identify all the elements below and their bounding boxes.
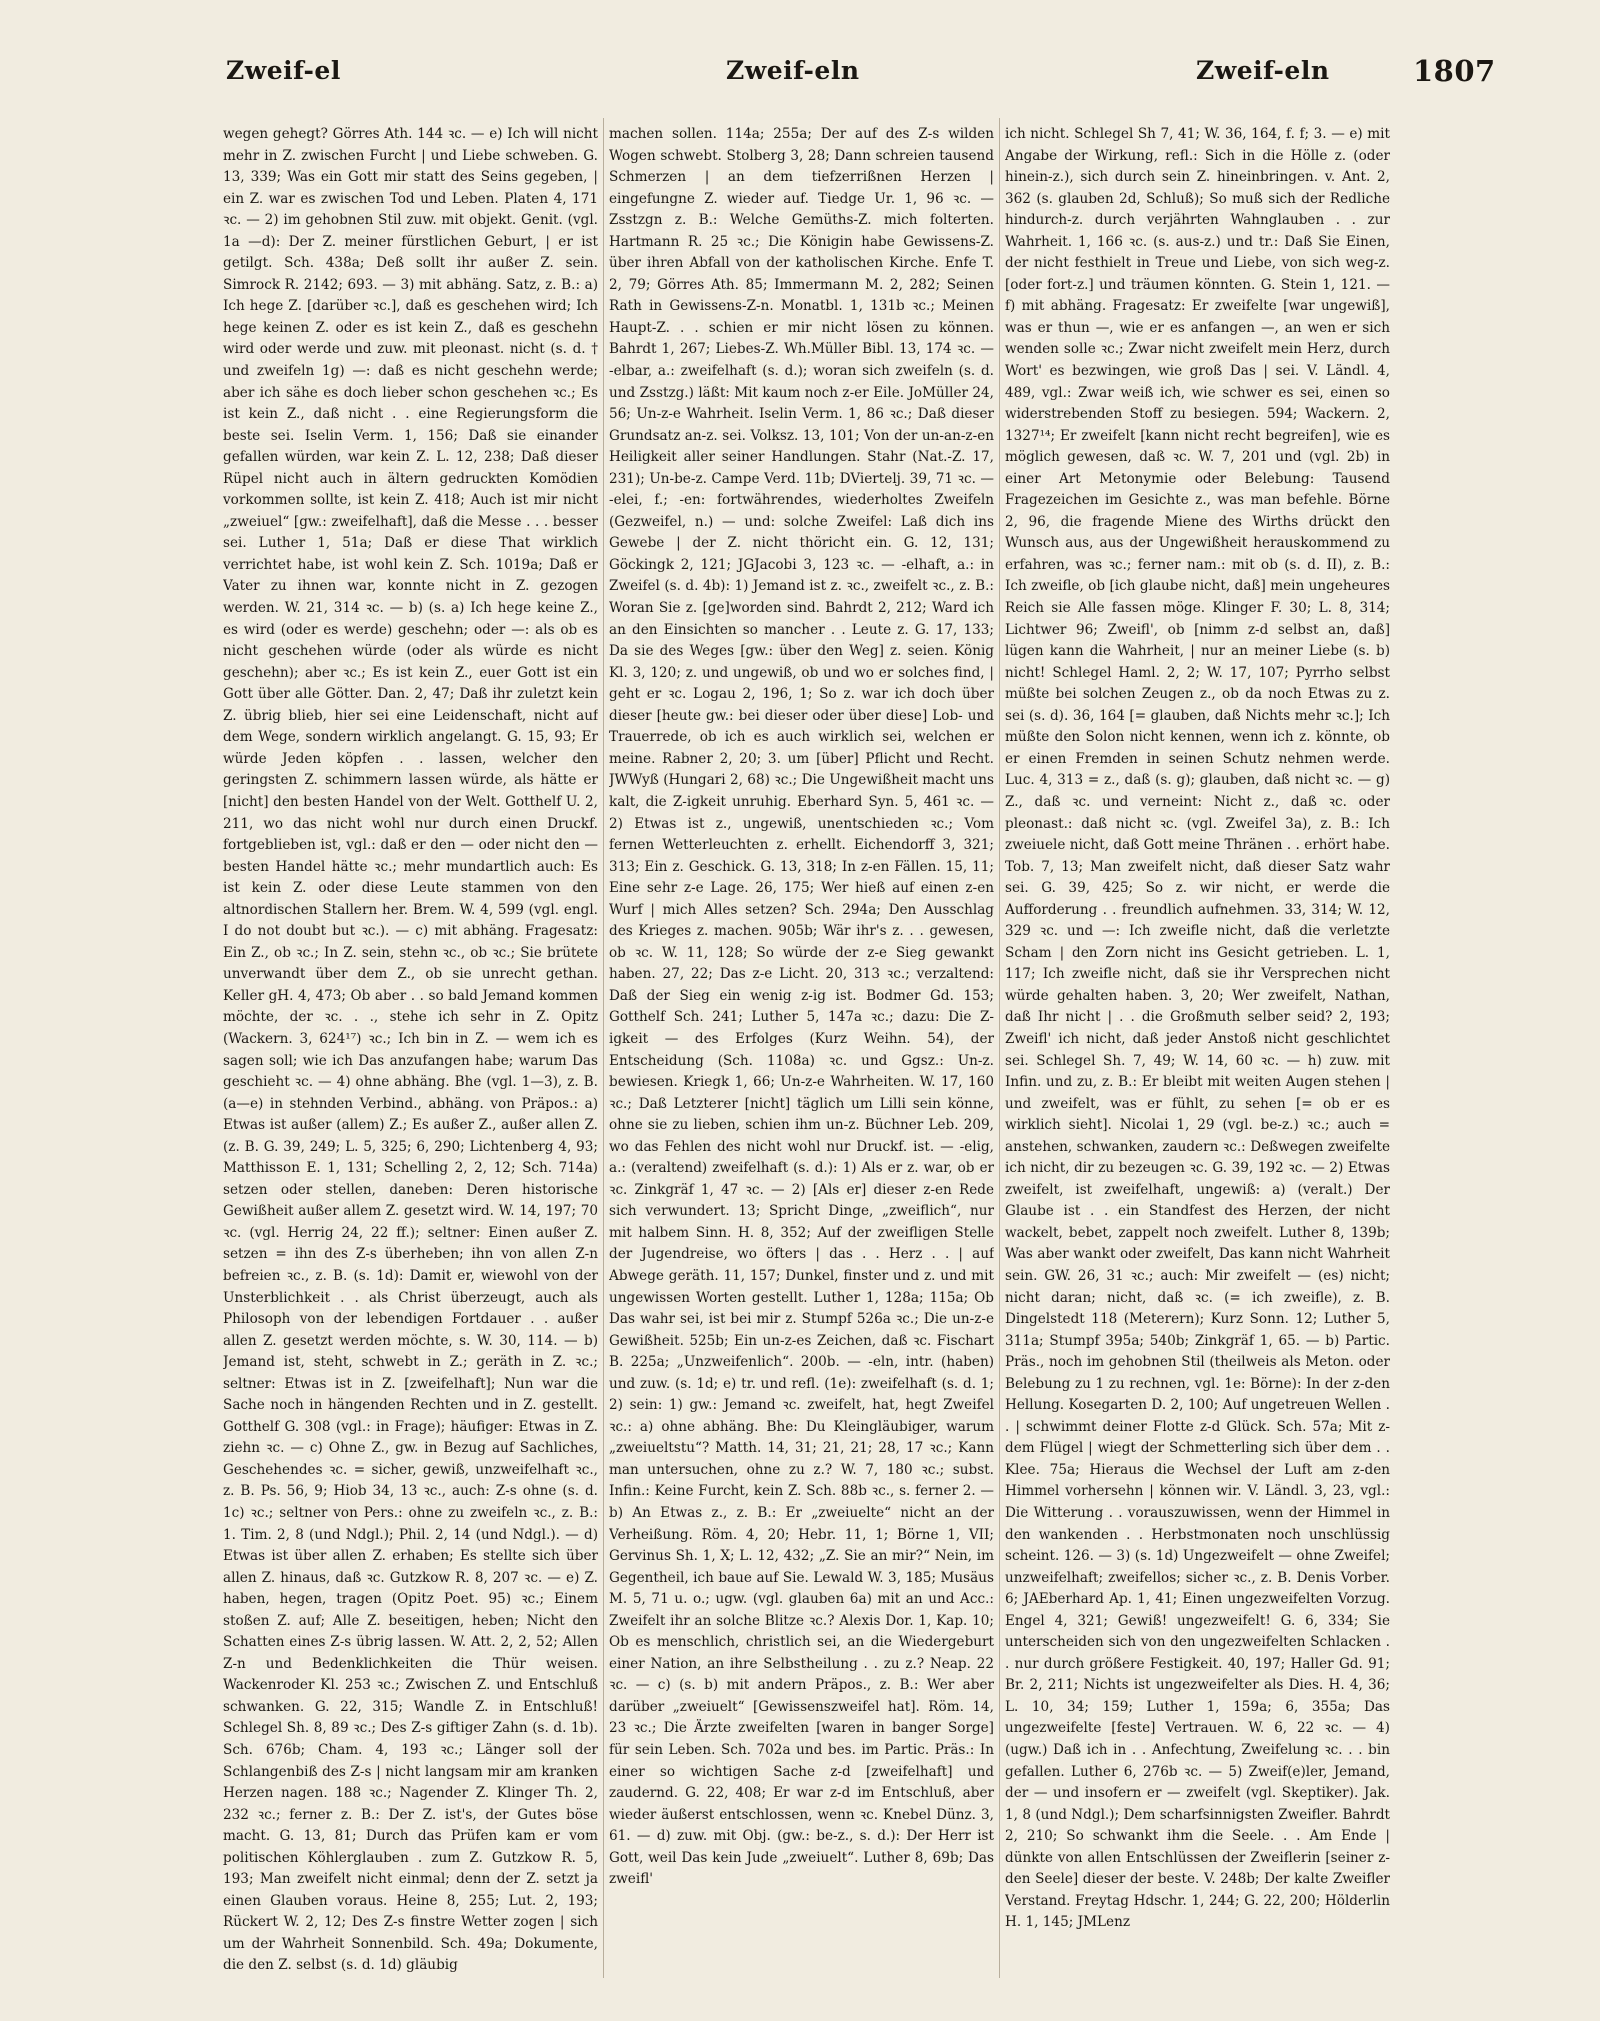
page-number: 1807 [1413, 54, 1496, 88]
column-paragraph: ich nicht. Schlegel Sh 7, 41; W. 36, 164, f. f; 3. — e) mit Angabe der Wirkung, refl.: Sich in die Hölle z. (oder hinein-z.), sich durch sein Z. hineinbringen. v. Ant. 2, 362 (s. glauben 2d, Schluß); So muß sich der Redliche hindurch-z. durch verjährten Wahnglauben . . zur Wahrheit. 1, 166 ꝛc. (s. aus-z.) und tr.: Daß Sie Einen, der nicht festhielt in Treue und Liebe, von sich weg-z. [oder fort-z.] und träumen könnten. G. Stein 1, 121. — f) mit abhäng. Fragesatz: Er zweifelte [war ungewiß], was er thun —, wie er es anfangen —, an wen er sich wenden solle ꝛc.; Zwar nicht zweifelt mein Herz, durch Wort' es bezwingen, wie groß Das | sei. V. Ländl. 4, 489, vgl.: Zwar weiß ich, wie schwer es sei, einen so widerstrebenden Stoff zu besiegen. 594; Wackern. 2, 1327¹⁴; Er zweifelt [kann nicht recht begreifen], wie es möglich gewesen, daß ꝛc. W. 7, 201 und (vgl. 2b) in einer Art Metonymie oder Belebung: Tausend Fragezeichen im Gesichte z., was man befehle. Börne 2, 96, die fragende Miene des Wirths drückt den Wunsch aus, aus der Ungewißheit herauskommend zu erfahren, was ꝛc.; ferner nam.: mit ob (s. d. II), z. B.: Ich zweifle, ob [ich glaube nicht, daß] mein ungeheures Reich sie Alle fassen möge. Klinger F. 30; L. 8, 314; Lichtwer 96; Zweifl', ob [nimm z-d selbst an, daß] lügen kann die Wahrheit, | nur an meiner Liebe (s. b) nicht! Schlegel Haml. 2, 2; W. 17, 107; Pyrrho selbst müßte bei solchen Zeugen z., ob da noch Etwas zu z. sei (s. d). 36, 164 [= glauben, daß Nichts mehr ꝛc.]; Ich müßte den Solon nicht kennen, wenn ich z. könnte, ob er einen Fremden in seinen Schutz nehmen werde. Luc. 4, 313 = z., daß (s. g); glauben, daß nicht ꝛc. — g) Z., daß ꝛc. und verneint: Nicht z., daß ꝛc. oder pleonast.: daß nicht ꝛc. (vgl. Zweifel 3a), z. B.: Ich zweiuele nicht, daß Gott meine Thränen . . erhört habe. Tob. 7, 13; Man zweifelt nicht, daß dieser Satz wahr sei. G. 39, 425; So z. wir nicht, er werde die Aufforderung . . freundlich aufnehmen. 33, 314; W. 12, 329 ꝛc. und —: Ich zweifle nicht, daß die verletzte Scham | den Zorn nicht ins Gesicht getrieben. L. 1, 117; Ich zweifle nicht, daß sie ihr Versprechen nicht würde gehalten haben. 3, 20; Wer zweifelt, Nathan, daß Ihr nicht | . . die Großmuth selber seid? 2, 193; Zweifl' ich nicht, daß jeder Anstoß nicht geschlichtet sei. Schlegel Sh. 7, 49; W. 14, 60 ꝛc. — h) zuw. mit Infin. und zu, z. B.: Er bleibt mit weiten Augen stehen | und zweifelt, was er fühlt, zu sehen [= ob er es wirklich sieht]. Nicolai 1, 29 (vgl. be-z.) ꝛc.; auch = anstehen, schwanken, zaudern ꝛc.: Deßwegen zweifelte ich nicht, dir zu bezeugen ꝛc. G. 39, 192 ꝛc. — 2) Etwas zweifelt, ist zweifelhaft, ungewiß: a) (veralt.) Der Glaube ist . . ein Standfest des Herzen, der nicht wackelt, bebet, zappelt noch zweifelt. Luther 8, 139b; Was aber wankt oder zweifelt, Das kann nicht Wahrheit sein. GW. 26, 31 ꝛc.; auch: Mir zweifelt — (es) nicht; nicht daran; nicht, daß ꝛc. (= ich zweifle), z. B. Dingelstedt 118 (Meterern); Kurz Sonn. 12; Luther 5, 311a; Stumpf 395a; 540b; Zinkgräf 1, 65. — b) Partic. Präs., noch im gehobnen Stil (theilweis als Meton. oder Belebung zu 1 zu rechnen, vgl. 1e: Börne): In der z-den Hellung. Kosegarten D. 2, 100; Auf ungetreuen Wellen . . | schwimmt deiner Flotte z-d Glück. Sch. 57a; Mit z-dem Flügel | wiegt der Schmetterling sich über dem . . Klee. 75a; Hieraus die Wechsel der Luft am z-den Himmel vorhersehn | können wir. V. Ländl. 3, 23, vgl.: Die Witterung . . vorauszuwissen, wenn der Himmel in den wankenden . . Herbstmonaten noch unschlüssig scheint. 126. — 3) (s. 1d) Ungezweifelt — ohne Zweifel; unzweifelhaft; zweifellos; sicher ꝛc., z. B. Denis Vorber. 6; JAEberhard Ap. 1, 41; Einen ungezweifelten Vorzug. Engel 4, 321; Gewiß! ungezweifelt! G. 6, 334; Sie unterscheiden sich von den ungezweifelten Schlacken . . nur durch größere Festigkeit. 40, 197; Haller Gd. 91; Br. 2, 211; Nichts ist ungezweifelter als Dies. H. 4, 36; L. 10, 34; 159; Luther 1, 159a; 6, 355a; Das ungezweifelte [feste] Vertrauen. W. 6, 22 ꝛc. — 4) (ugw.) Daß ich in . . Anfechtung, Zweifelung ꝛc. . . bin gefallen. Luther 6, 276b ꝛc. — 5) Zweif(e)ler, Jemand, der — und insofern er — zweifelt (vgl. Skeptiker). Jak. 1, 8 (und Ndgl.); Dem scharfsinnigsten Zweifler. Bahrdt 2, 210; So schwankt ihm die Seele. . . Am Ende | dünkte von allen Entschlüssen der Zweiflerin [seiner z-den Seele] dieser der beste. V. 248b; Der kalte Zweifler Verstand. Freytag Hdschr. 1, 244; G. 22, 200; Hölderlin H. 1, 145; JMLenz [1005, 126, 1390, 1931]
page-header [0, 56, 1600, 100]
column-paragraph: machen sollen. 114a; 255a; Der auf des Z-s wilden Wogen schwebt. Stolberg 3, 28; Dann schreien tausend Schmerzen | an dem tiefzerrißnen Herzen | eingefungne Z. wieder auf. Tiedge Ur. 1, 96 ꝛc. — Zsstzgn z. B.: Welche Gemüths-Z. mich folterten. Hartmann R. 25 ꝛc.; Die Königin habe Gewissens-Z. über ihren Abfall von der katholischen Kirche. Enfe T. 2, 79; Görres Ath. 85; Immermann M. 2, 282; Seinen Rath in Gewissens-Z-n. Monatbl. 1, 131b ꝛc.; Meinen Haupt-Z. . . schien er mir nicht lösen zu können. Bahrdt 1, 267; Liebes-Z. Wh.Müller Bibl. 13, 174 ꝛc. — -elbar, a.: zweifelhaft (s. d.); woran sich zweifeln (s. d. und Zsstzg.) läßt: Mit kaum noch z-er Eile. JoMüller 24, 56; Un-z-e Wahrheit. Iselin Verm. 1, 86 ꝛc.; Daß dieser Grundsatz an-z. sei. Volksz. 13, 101; Von der un-an-z-en Heiligkeit aller seiner Handlungen. Stahr (Nat.-Z. 17, 231); Un-be-z. Campe Verd. 11b; DViertelj. 39, 71 ꝛc. — -elei, f.; -en: fortwährendes, wiederholtes Zweifeln (Gezweifel, n.) — und: solche Zweifel: Laß dich ins Gewebe | der Z. nicht thöricht ein. G. 12, 131; Göckingk 2, 121; JGJacobi 3, 123 ꝛc. — -elhaft, a.: in Zweifel (s. d. 4b): 1) Jemand ist z. ꝛc., zweifelt ꝛc., z. B.: Woran Sie z. [ge]worden sind. Bahrdt 2, 212; Ward ich an den Einsichten so mancher . . Leute z. G. 17, 133; Da sie des Weges [gw.: über den Weg] z. seien. König Kl. 3, 120; z. und ungewiß, ob und wo er solches find, | geht er ꝛc. Logau 2, 196, 1; So z. war ich doch über dieser [heute gw.: bei dieser oder über diese] Lob- und Trauerrede, ob ich es auch wirklich sei, welchen er meine. Rabner 2, 20; 3. um [über] Pflicht und Recht. JWWyß (Hungari 2, 68) ꝛc.; Die Ungewißheit macht uns kalt, die Z-igkeit unruhig. Eberhard Syn. 5, 461 ꝛc. — 2) Etwas ist z., ungewiß, unentschieden ꝛc.; Vom fernen Wetterleuchten z. erhellt. Eichendorff 3, 321; 313; Ein z. Geschick. G. 13, 318; In z-en Fällen. 15, 11; Eine sehr z-e Lage. 26, 175; Wer hieß auf einen z-en Wurf | mich Alles setzen? Sch. 294a; Den Ausschlag des Krieges z. machen. 905b; Wär ihr's z. . . gewesen, ob ꝛc. W. 11, 128; So würde der z-e Sieg gewankt haben. 27, 22; Das z-e Licht. 20, 313 ꝛc.; verzaltend: Daß der Sieg ein wenig z-ig ist. Bodmer Gd. 153; Gotthelf Sch. 241; Luther 5, 147a ꝛc.; dazu: Die Z-igkeit — des Erfolges (Kurz Weihn. 54), der Entscheidung (Sch. 1108a) ꝛc. und Ggsz.: Un-z. bewiesen. Kriegk 1, 66; Un-z-e Wahrheiten. W. 17, 160 ꝛc.; Daß Letzterer [nicht] täglich um Lilli sein könne, ohne sie zu lieben, schien ihm un-z. Büchner Leb. 209, wo das Fehlen des nicht wohl nur Druckf. ist. — -elig, a.: (veraltend) zweifelhaft (s. d.): 1) Als er z. war, ob er ꝛc. Zinkgräf 1, 47 ꝛc. — 2) [Als er] dieser z-en Rede sich verwundert. 13; Spricht Dinge, „zweiflich“, nur mit halbem Sinn. H. 8, 352; Auf der zweifligen Stelle der Jugendreise, wo öfters | das . . Herz . . | auf Abwege geräth. 11, 157; Dunkel, finster und z. und mit ungewissen Worten gestellt. Luther 1, 128a; 115a; Ob Das wahr sei, ist bei mir z. Stumpf 526a ꝛc.; Die un-z-e Gewißheit. 525b; Ein un-z-es Zeichen, daß ꝛc. Fischart B. 225a; „Unzweifenlich“. 200b. — -eln, intr. (haben) und zuw. (s. 1d; e) tr. und refl. (1e): zweifelhaft (s. d. 1; 2) sein: 1) gw.: Jemand ꝛc. zweifelt, hat, hegt Zweifel ꝛc.: a) ohne abhäng. Bhe: Du Kleingläubiger, warum „zweiueltstu“? Matth. 14, 31; 21, 21; 28, 17 ꝛc.; Kann man untersuchen, ohne zu z.? W. 7, 180 ꝛc.; subst. Infin.: Keine Furcht, kein Z. Sch. 88b ꝛc., s. ferner 2. — b) An Etwas z., z. B.: Er „zweiuelte“ nicht an der Verheißung. Röm. 4, 20; Hebr. 11, 1; Börne 1, VII; Gervinus Sh. 1, X; L. 12, 432; „Z. Sie an mir?“ Nein, im Gegentheil, ich baue auf Sie. Lewald W. 3, 185; Musäus M. 5, 71 u. o.; ugw. (vgl. glauben 6a) mit an und Acc.: Zweifelt ihr an solche Blitze ꝛc.? Alexis Dor. 1, Kap. 10; Ob es menschlich, christlich sei, an die Wiedergeburt einer Nation, an ihre Selbstheilung . . zu z.? Neap. 22 ꝛc. — c) (s. b) mit andern Präpos., z. B.: Wer aber darüber „zweiuelt“ [Gewissenszweifel hat]. Röm. 14, 23 ꝛc.; Die Ärzte zweifelten [waren in banger Sorge] für sein Leben. Sch. 702a und bes. im Partic. Präs.: In einer so wichtigen Sache z-d [zweifelhaft] und zaudernd. G. 22, 408; Er war z-d im Entschluß, aber wieder äußerst entschlossen, wenn ꝛc. Knebel Dünz. 3, 61. — d) zuw. mit Obj. (gw.: be-z., s. d.): Der Herr ist Gott, weil Das kein Jude „zweiuelt“. Luther 8, 69b; Das zweifl' [609, 126, 994, 1888]
header-right-catchword: Zweif-eln [1196, 56, 1330, 85]
column-divider [999, 118, 1000, 1978]
column-paragraph: wegen gehegt? Görres Ath. 144 ꝛc. — e) Ich will nicht mehr in Z. zwischen Furcht | und Liebe schweben. G. 13, 339; Was ein Gott mir statt des Seins gegeben, | ein Z. war es zwischen Tod und Leben. Platen 4, 171 ꝛc. — 2) im gehobnen Stil zuw. mit objekt. Genit. (vgl. 1a —d): Der Z. meiner fürstlichen Geburt, | er ist getilgt. Sch. 438a; Deß sollt ihr außer Z. sein. Simrock R. 2142; 693. — 3) mit abhäng. Satz, z. B.: a) Ich hege Z. [darüber ꝛc.], daß es geschehen wird; Ich hege keinen Z. oder es ist kein Z., daß es geschehn wird oder werde und zuw. mit pleonast. nicht (s. d. † und zweifeln 1g) —: daß es nicht geschehn werde; aber ich sähe es doch lieber schon geschehen ꝛc.; Es ist kein Z., daß nicht . . eine Regierungsform die beste sei. Iselin Verm. 1, 156; Daß sie einander gefallen würden, war kein Z. L. 12, 238; Daß dieser Rüpel nicht auch in ältern gedruckten Komödien vorkommen sollte, ist kein Z. 418; Auch ist mir nicht „zweiuel“ [gw.: zweifelhaft], daß die Messe . . . besser sei. Luther 1, 51a; Daß er diese That wirklich verrichtet habe, ist wohl kein Z. Sch. 1019a; Daß er Vater zu ihnen war, konnte nicht in Z. gezogen werden. W. 21, 314 ꝛc. — b) (s. a) Ich hege keine Z., es wird (oder es werde) geschehn; oder —: als ob es nicht geschehen würde (oder als würde es nicht geschehn); aber ꝛc.; Es ist kein Z., euer Gott ist ein Gott über alle Götter. Dan. 2, 47; Daß ihr zuletzt kein Z. übrig blieb, hier sei eine Leidenschaft, nicht auf dem Wege, sondern wirklich angelangt. G. 15, 93; Er würde Jeden köpfen . . lassen, welcher den geringsten Z. schimmern lassen würde, als hätte er [nicht] den besten Handel von der Welt. Gotthelf U. 2, 211, wo das nicht wohl nur durch einen Druckf. fortgeblieben ist, vgl.: daß er den — oder nicht den — besten Handel hätte ꝛc.; mehr mundartlich auch: Es ist kein Z. oder diese Leute stammen von den altnordischen Stallern her. Brem. W. 4, 599 (vgl. engl. I do not doubt but ꝛc.). — c) mit abhäng. Fragesatz: Ein Z., ob ꝛc.; In Z. sein, stehn ꝛc., ob ꝛc.; Sie brütete unverwandt über dem Z., ob sie unrecht gethan. Keller gH. 4, 473; Ob aber . . so bald Jemand kommen möchte, der ꝛc. . ., stehe ich sehr in Z. Opitz (Wackern. 3, 624¹⁷) ꝛc.; Ich bin in Z. — wem ich es sagen soll; wie ich Das anzufangen habe; warum Das geschieht ꝛc. — 4) ohne abhäng. Bhe (vgl. 1—3), z. B. (a—e) in stehnden Verbind., abhäng. von Präpos.: a) Etwas ist außer (allem) Z.; Es außer Z., außer allen Z. (z. B. G. 39, 249; L. 5, 325; 6, 290; Lichtenberg 4, 93; Matthisson E. 1, 131; Schelling 2, 2, 12; Sch. 714a) setzen oder stellen, daneben: Deren historische Gewißheit außer allem Z. gesetzt wird. W. 14, 197; 70 ꝛc. (vgl. Herrig 24, 22 ff.); seltner: Einen außer Z. setzen = ihn des Z-s überheben; ihn von allen Z-n befreien ꝛc., z. B. (s. 1d): Damit er, wiewohl von der Unsterblichkeit . . als Christ überzeugt, auch als Philosoph von der lebendigen Fortdauer . . außer allen Z. gesetzt werden möchte, s. W. 30, 114. — b) Jemand ist, steht, schwebt in Z.; geräth in Z. ꝛc.; seltner: Etwas ist in Z. [zweifelhaft]; Nun war die Sache noch in hängenden Rechten und in Z. gestellt. Gotthelf G. 308 (vgl.: in Frage); häufiger: Etwas in Z. ziehn ꝛc. — c) Ohne Z., gw. in Bezug auf Sachliches, Geschehendes ꝛc. = sicher, gewiß, unzweifelhaft ꝛc., z. B. Ps. 56, 9; Hiob 34, 13 ꝛc., auch: Z-s ohne (s. d. 1c) ꝛc.; seltner von Pers.: ohne zu zweifeln ꝛc., z. B.: 1. Tim. 2, 8 (und Ndgl.); Phil. 2, 14 (und Ndgl.). — d) Etwas ist über allen Z. erhaben; Es stellte sich über allen Z. hinaus, daß ꝛc. Gutzkow R. 8, 207 ꝛc. — e) Z. haben, hegen, tragen (Opitz Poet. 95) ꝛc.; Einem stoßen Z. auf; Alle Z. beseitigen, heben; Nicht den Schatten eines Z-s übrig lassen. W. Att. 2, 2, 52; Allen Z-n und Bedenklichkeiten die Thür weisen. Wackenroder Kl. 253 ꝛc.; Zwischen Z. und Entschluß schwanken. G. 22, 315; Wandle Z. in Entschluß! Schlegel Sh. 8, 89 ꝛc.; Des Z-s giftiger Zahn (s. d. 1b). Sch. 676b; Cham. 4, 193 ꝛc.; Länger soll der Schlangenbiß des Z-s | nicht langsam mir am kranken Herzen nagen. 188 ꝛc.; Nagender Z. Klinger Th. 2, 232 ꝛc.; ferner z. B.: Der Z. ist's, der Gutes böse macht. G. 13, 81; Durch das Prüfen kam er vom politischen Köhlerglauben . zum Z. Gutzkow R. 5, 193; Man zweifelt nicht einmal; denn der Z. setzt ja einen Glauben voraus. Heine 8, 255; Lut. 2, 193; Rückert W. 2, 12; Des Z-s finstre Wetter zogen | sich um der Wahrheit Sonnenbild. Sch. 49a; Dokumente, die den Z. selbst (s. d. 1d) gläubig [223, 126, 598, 1974]
text-column-3 [1005, 124, 1390, 2004]
column-divider [603, 118, 604, 1978]
header-left-catchword: Zweif-el [226, 56, 341, 85]
text-column-2 [609, 124, 994, 2004]
header-center-catchword: Zweif-eln [726, 56, 860, 85]
text-column-1 [223, 124, 598, 2004]
